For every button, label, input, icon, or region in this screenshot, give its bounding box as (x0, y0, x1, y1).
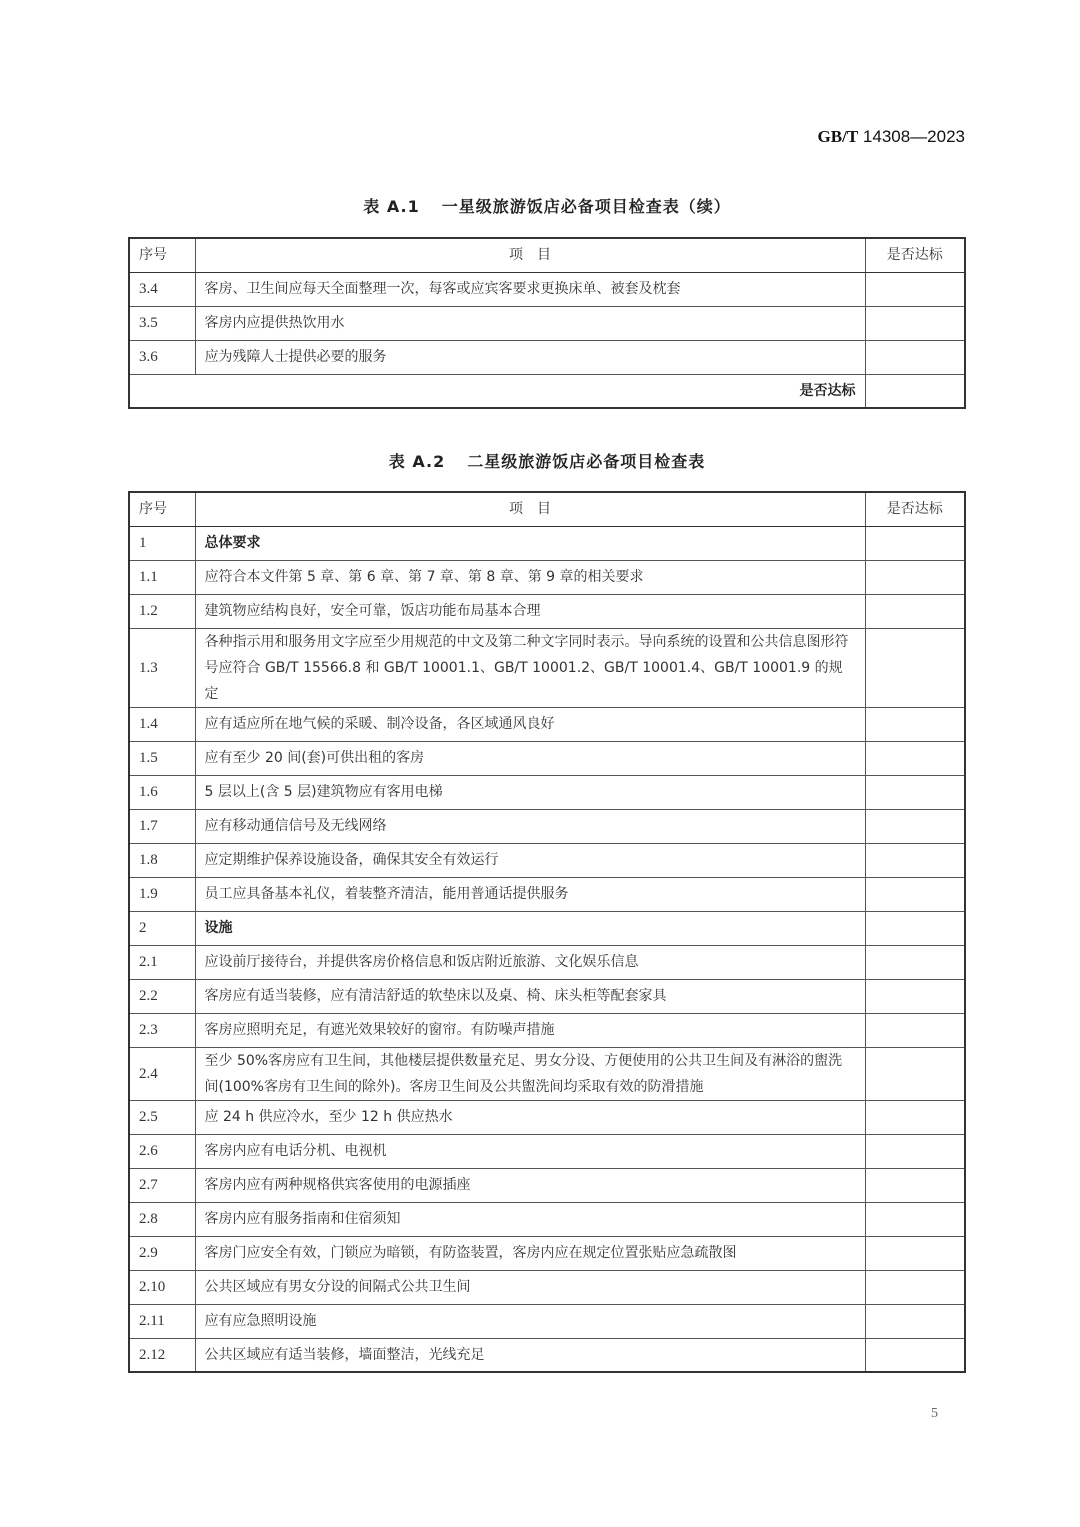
row-item: 应有至少 20 间(套)可供出租的客房 (195, 741, 865, 775)
table-row (129, 1270, 965, 1304)
compliant-cell[interactable] (865, 594, 965, 628)
column-header-item: 项 目 (195, 238, 865, 272)
compliant-cell[interactable] (865, 877, 965, 911)
row-number: 2.8 (129, 1202, 195, 1236)
table-a2-body (129, 526, 965, 1372)
row-number: 3.5 (129, 306, 195, 340)
compliant-cell[interactable] (865, 306, 965, 340)
table-row (129, 1168, 965, 1202)
column-header-compliant: 是否达标 (865, 238, 965, 272)
table-row (129, 272, 965, 306)
table-a1-header-row (129, 238, 965, 272)
section-row (129, 526, 965, 560)
row-item: 客房内应有两种规格供宾客使用的电源插座 (195, 1168, 865, 1202)
table-a1-title: 一星级旅游饭店必备项目检查表（续） (441, 197, 731, 216)
compliant-cell[interactable] (865, 1304, 965, 1338)
table-row (129, 1236, 965, 1270)
table-row (129, 809, 965, 843)
row-number: 2.10 (129, 1270, 195, 1304)
table-row (129, 877, 965, 911)
table-row (129, 306, 965, 340)
row-number: 2.7 (129, 1168, 195, 1202)
compliant-cell[interactable] (865, 1168, 965, 1202)
row-item: 客房内应有服务指南和住宿须知 (195, 1202, 865, 1236)
row-item: 应 24 h 供应冷水，至少 12 h 供应热水 (195, 1100, 865, 1134)
table-row (129, 1338, 965, 1372)
compliant-cell[interactable] (865, 1100, 965, 1134)
row-item: 客房应有适当装修，应有清洁舒适的软垫床以及桌、椅、床头柜等配套家具 (195, 979, 865, 1013)
table-a2-header-row (129, 492, 965, 526)
table-row (129, 1100, 965, 1134)
column-header-item: 项 目 (195, 492, 865, 526)
table-row (129, 628, 965, 707)
row-item: 应设前厅接待台，并提供客房价格信息和饭店附近旅游、文化娱乐信息 (195, 945, 865, 979)
table-a2-caption (128, 449, 966, 472)
row-item: 应为残障人士提供必要的服务 (195, 340, 865, 374)
standard-code (818, 127, 965, 147)
table-a1 (128, 237, 966, 409)
row-number: 1.6 (129, 775, 195, 809)
row-item: 客房内应提供热饮用水 (195, 306, 865, 340)
compliant-cell[interactable] (865, 707, 965, 741)
compliant-cell[interactable] (865, 843, 965, 877)
summary-compliant-cell[interactable] (865, 374, 965, 408)
compliant-cell[interactable] (865, 775, 965, 809)
table-row (129, 1304, 965, 1338)
section-title: 设施 (195, 911, 865, 945)
row-item: 客房、卫生间应每天全面整理一次，每客或应宾客要求更换床单、被套及枕套 (195, 272, 865, 306)
row-number: 3.4 (129, 272, 195, 306)
row-item: 员工应具备基本礼仪，着装整齐清洁，能用普通话提供服务 (195, 877, 865, 911)
section-title: 总体要求 (195, 526, 865, 560)
compliant-cell[interactable] (865, 526, 965, 560)
row-item: 公共区域应有适当装修，墙面整洁，光线充足 (195, 1338, 865, 1372)
row-number: 2.5 (129, 1100, 195, 1134)
table-a2 (128, 491, 966, 1373)
row-number: 3.6 (129, 340, 195, 374)
row-number: 1.9 (129, 877, 195, 911)
compliant-cell[interactable] (865, 741, 965, 775)
table-a1-summary-row (129, 374, 965, 408)
table-row (129, 775, 965, 809)
row-number: 2.2 (129, 979, 195, 1013)
row-number: 2.11 (129, 1304, 195, 1338)
table-row (129, 741, 965, 775)
compliant-cell[interactable] (865, 628, 965, 707)
compliant-cell[interactable] (865, 1338, 965, 1372)
table-row (129, 1134, 965, 1168)
table-row (129, 945, 965, 979)
row-number: 2.4 (129, 1047, 195, 1100)
row-number: 2.12 (129, 1338, 195, 1372)
row-item: 应定期维护保养设施设备，确保其安全有效运行 (195, 843, 865, 877)
table-a1-body (129, 272, 965, 374)
compliant-cell[interactable] (865, 911, 965, 945)
row-item: 5 层以上(含 5 层)建筑物应有客用电梯 (195, 775, 865, 809)
row-item: 建筑物应结构良好，安全可靠，饭店功能布局基本合理 (195, 594, 865, 628)
table-row (129, 1013, 965, 1047)
compliant-cell[interactable] (865, 1270, 965, 1304)
row-number: 2.9 (129, 1236, 195, 1270)
table-a1-caption (128, 194, 966, 217)
row-number: 1.4 (129, 707, 195, 741)
standard-prefix: GB/T (817, 127, 859, 146)
row-number: 1.3 (129, 628, 195, 707)
row-number: 1.5 (129, 741, 195, 775)
compliant-cell[interactable] (865, 945, 965, 979)
table-row (129, 843, 965, 877)
row-number: 2.6 (129, 1134, 195, 1168)
row-item: 应有移动通信信号及无线网络 (195, 809, 865, 843)
compliant-cell[interactable] (865, 560, 965, 594)
table-row (129, 979, 965, 1013)
compliant-cell[interactable] (865, 1236, 965, 1270)
page-number: 5 (931, 1406, 938, 1421)
section-row (129, 911, 965, 945)
table-row (129, 1202, 965, 1236)
compliant-cell[interactable] (865, 340, 965, 374)
row-number: 1.8 (129, 843, 195, 877)
row-number: 1 (129, 526, 195, 560)
row-number: 1.1 (129, 560, 195, 594)
compliant-cell[interactable] (865, 809, 965, 843)
table-row (129, 340, 965, 374)
row-item: 应有适应所在地气候的采暖、制冷设备，各区域通风良好 (195, 707, 865, 741)
table-row (129, 594, 965, 628)
table-row (129, 707, 965, 741)
row-number: 2 (129, 911, 195, 945)
compliant-cell[interactable] (865, 1013, 965, 1047)
row-item: 客房内应有电话分机、电视机 (195, 1134, 865, 1168)
table-a2-title: 二星级旅游饭店必备项目检查表 (467, 452, 706, 471)
standard-number: 14308—2023 (862, 127, 965, 146)
summary-label: 是否达标 (129, 374, 865, 408)
compliant-cell[interactable] (865, 1134, 965, 1168)
row-number: 2.3 (129, 1013, 195, 1047)
table-row (129, 560, 965, 594)
row-item: 至少 50%客房应有卫生间，其他楼层提供数量充足、男女分设、方便使用的公共卫生间及有淋浴的盥洗间(100%客房有卫生间的除外)。客房卫生间及公共盥洗间均采取有效的防滑措施 (195, 1047, 865, 1100)
compliant-cell[interactable] (865, 272, 965, 306)
compliant-cell[interactable] (865, 979, 965, 1013)
row-number: 1.2 (129, 594, 195, 628)
row-item: 公共区域应有男女分设的间隔式公共卫生间 (195, 1270, 865, 1304)
table-a2-number: 表 A.2 (388, 452, 446, 471)
row-item: 客房应照明充足，有遮光效果较好的窗帘。有防噪声措施 (195, 1013, 865, 1047)
row-item: 应符合本文件第 5 章、第 6 章、第 7 章、第 8 章、第 9 章的相关要求 (195, 560, 865, 594)
column-header-compliant: 是否达标 (865, 492, 965, 526)
compliant-cell[interactable] (865, 1202, 965, 1236)
table-row (129, 1047, 965, 1100)
compliant-cell[interactable] (865, 1047, 965, 1100)
column-header-number: 序号 (129, 492, 195, 526)
row-item: 客房门应安全有效，门锁应为暗锁，有防盗装置，客房内应在规定位置张贴应急疏散图 (195, 1236, 865, 1270)
row-item: 应有应急照明设施 (195, 1304, 865, 1338)
row-number: 2.1 (129, 945, 195, 979)
row-number: 1.7 (129, 809, 195, 843)
table-a1-number: 表 A.1 (363, 197, 420, 216)
row-item: 各种指示用和服务用文字应至少用规范的中文及第二种文字同时表示。导向系统的设置和公共信息图形符号应符合 GB/T 15566.8 和 GB/T 10001.1、GB/T 10001.2、GB/T 10001.4、GB/T 10001.9 的规定 (195, 628, 865, 707)
column-header-number: 序号 (129, 238, 195, 272)
